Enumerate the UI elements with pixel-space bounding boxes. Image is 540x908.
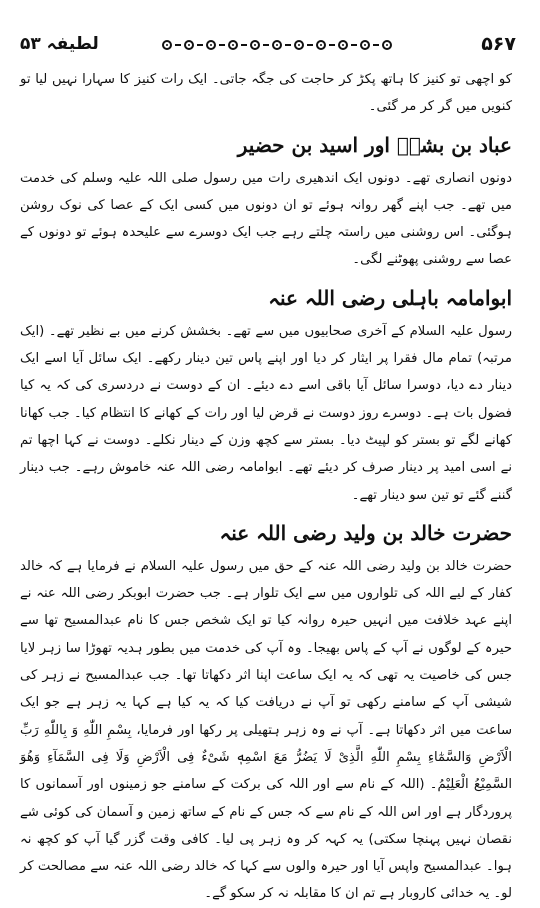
ornament-ring bbox=[382, 40, 392, 50]
paragraph-khalid: حضرت خالد بن ولید رضی اللہ عنہ کے حق میں رسول علیہ السلام نے فرمایا ہے کہ خالد کفار کے لیے اللہ کی تلواروں میں سے ایک تلوار ہے۔ جب حضرت ابوبکر رضی اللہ عنہ نے اپنے عہد خلافت میں انہیں حیرہ روانہ کیا تو ایک شخص جس کا نام عبدالمسیح تھا سے حیرہ کے لوگوں نے آپ کے پاس بھیجا۔ وہ آپ کی خدمت میں بطور ہدیہ تھوڑا سا زہر لایا جس کی خاصیت یہ تھی کہ یہ ایک ساعت اپنا اثر دکھاتا تھا۔ جب عبدالمسیح نے زہر کی شیشی آپ کے سامنے رکھی تو آپ نے دریافت کیا کہ یہ کیا ہے کہا یہ زہر ہے جو ایک ساعت میں اثر دکھاتا ہے۔ آپ نے وہ زہر ہتھیلی پر رکھا اور فرمایا، بِسْمِ اللّٰهِ وَ بِاللّٰهِ رَبِّ الْاَرْضِ وَالسَّمٰٓاءِ بِسْمِ اللّٰهِ الَّذِیْ لَا یَضُرُّ مَعَ اسْمِهٖ شَیْءٌ فِی الْاَرْضِ وَلَا فِی السَّمَآءِ وَهُوَ السَّمِیْعُ الْعَلِیْمُ۔ (اللہ کے نام سے اور اللہ کی برکت کے سامنے جو زمینوں اور آسمانوں کا پروردگار ہے اور اس اللہ کے نام سے کہ جس کے نام کے ساتھ زمین و آسمان کی کوئی شے نقصان نہیں پہنچا سکتی) یہ کہہ کر وہ زہر پی لیا۔ کافی وقت گزر گیا آپ کو کچھ نہ ہوا۔ عبدالمسیح واپس آیا اور حیرہ والوں سے کہا کہ خالد رضی اللہ عنہ سے مصالحت کر لو۔ یہ خدائی کاروبار ہے تم ان کا مقابلہ نہ کر سکو گے۔ bbox=[20, 558, 512, 902]
ornament-ring bbox=[272, 40, 282, 50]
ornament-link bbox=[373, 44, 379, 46]
ornament-link bbox=[307, 44, 313, 46]
page-body bbox=[20, 66, 512, 908]
ornament-link bbox=[285, 44, 291, 46]
ornament-ring bbox=[294, 40, 304, 50]
section-heading-abbad-usaid: عباد بن بشرؓ اور اسید بن حضیر bbox=[237, 132, 512, 157]
running-title: لطیفہ ۵۳ bbox=[20, 34, 99, 54]
ornament-ring bbox=[206, 40, 216, 50]
paragraph-continued: کو اچھی تو کنیز کا ہاتھ پکڑ کر حاجت کی جگہ جاتی۔ ایک رات کنیز کا سہارا نہیں لیا تو کنویں میں گر کر مر گئی۔ bbox=[20, 72, 512, 115]
ornament-link bbox=[351, 44, 357, 46]
section-heading-khalid: حضرت خالد بن ولید رضی اللہ عنہ bbox=[219, 520, 512, 545]
ornament-ring bbox=[360, 40, 370, 50]
ornament-ring bbox=[316, 40, 326, 50]
paragraph-abu-umama: رسول علیہ السلام کے آخری صحابیوں میں سے تھے۔ بخشش کرنے میں بے نظیر تھے۔ (ایک مرتبہ) تمام مال فقرا پر ایثار کر دیا اور اپنے پاس تین دینار رکھے۔ ایک سائل آیا اسے ایک دینار دے دیا، دوسرا سائل آیا باقی اسے دے دیئے۔ ان کے دوست نے دردسری کی کہ یہ کیا فضول بات ہے۔ دوسرے روز دوست نے قرض لیا اور رات کے کھانے کا انتظام کیا۔ جب کھانا کھانے لگے تو بستر کو لپیٹ دیا۔ بستر سے کچھ وزن کے دینار نکلے۔ دوست نے کہا اچھا تم نے اسی امید پر دینار صرف کر دیئے تھے۔ ابوامامہ رضی اللہ عنہ خاموش رہے۔ جب دینار گننے گئے تو تین سو دینار تھے۔ bbox=[20, 323, 512, 503]
ornament-ring bbox=[228, 40, 238, 50]
ornament-link bbox=[197, 44, 203, 46]
ornament-link bbox=[329, 44, 335, 46]
page-header bbox=[14, 30, 526, 60]
ornament-ring bbox=[338, 40, 348, 50]
ornament-link bbox=[241, 44, 247, 46]
header-ornament bbox=[162, 33, 392, 57]
section-heading-abu-umama: ابوامامہ باہلی رضی اللہ عنہ bbox=[268, 285, 512, 310]
ornament-link bbox=[175, 44, 181, 46]
ornament-link bbox=[263, 44, 269, 46]
paragraph-abbad-usaid: دونوں انصاری تھے۔ دونوں ایک اندھیری رات میں رسول صلی اللہ علیہ وسلم کی خدمت میں تھے۔ جب اپنے گھر روانہ ہوئے تو ان دونوں میں کسی ایک کے عصا کی نوک روشن ہوگئی۔ اس روشنی میں راستہ چلتے رہے جب ایک دوسرے سے علیحدہ ہوئے تو دونوں کے عصا سے روشنی پھوٹنے لگی۔ bbox=[20, 170, 512, 268]
ornament-ring bbox=[250, 40, 260, 50]
page-number: ۵۶۷ bbox=[481, 33, 516, 55]
ornament-ring bbox=[184, 40, 194, 50]
ornament-ring bbox=[162, 40, 172, 50]
ornament-link bbox=[219, 44, 225, 46]
